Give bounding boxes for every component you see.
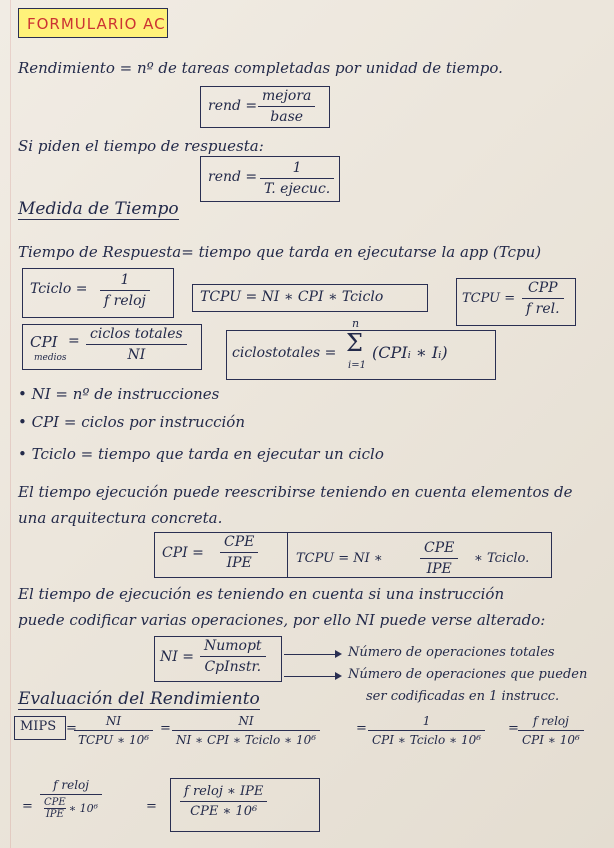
tcpu2-den: f rel. (526, 301, 560, 317)
fraction-bar (86, 344, 187, 345)
mips-fraction-2 (172, 714, 320, 747)
cpi-cpe-den: IPE (226, 555, 252, 571)
fraction-bar (368, 730, 485, 731)
fraction-bar (74, 730, 153, 731)
arrow-label-2b: ser codificadas en 1 instrucc. (366, 689, 560, 704)
rend2-den: T. ejecuc. (264, 181, 331, 197)
fraction-bar (200, 656, 266, 657)
mips-fraction-3 (368, 714, 485, 747)
tcpu2-lhs: TCPU = (462, 291, 516, 306)
mips-fraction-4 (518, 714, 584, 747)
mips-f6-num: f reloj ∗ IPE (184, 784, 264, 799)
mips-f1-den: TCPU ∗ 10⁶ (78, 733, 150, 747)
fraction-bar (518, 730, 584, 731)
fraction-bar (180, 801, 267, 802)
mips-f5-den (40, 797, 102, 820)
sum-body: (CPIᵢ ∗ Iᵢ) (372, 343, 448, 362)
arrow-to-cpinstr-label (284, 676, 340, 677)
mips-f3-den: CPI ∗ Tciclo ∗ 10⁶ (372, 733, 482, 747)
tcpu-formula: TCPU = NI ∗ CPI ∗ Tciclo (200, 289, 384, 305)
ni-den: CpInstr. (204, 659, 262, 675)
mips-label: MIPS (20, 719, 57, 734)
mips-f2-num: NI (238, 714, 254, 728)
mips-fraction-6 (180, 784, 267, 819)
cpi-cpe-lhs: CPI = (162, 545, 204, 561)
mips-f6-den: CPE ∗ 10⁶ (190, 804, 258, 819)
arrow-to-numopt-label (284, 654, 340, 655)
rend-lhs: rend = (208, 98, 258, 114)
rend2-fraction (260, 160, 334, 197)
rend-den: base (270, 109, 304, 125)
tcpu2-num: CPP (527, 280, 558, 296)
fraction-bar (40, 794, 102, 795)
tciclo-den: f reloj (104, 293, 146, 309)
rend-num: mejora (262, 88, 312, 104)
eq-5: = (22, 799, 33, 814)
eq-1: = (66, 721, 77, 736)
mips-f4-num: f reloj (532, 714, 569, 728)
eq-3: = (356, 721, 367, 736)
bullet-cpi: • CPI = ciclos por instrucción (18, 413, 245, 431)
tcpu3-den: IPE (426, 561, 452, 577)
mips-f2-den: NI ∗ CPI ∗ Tciclo ∗ 10⁶ (176, 733, 317, 747)
arrow-label-1: Número de operaciones totales (348, 645, 555, 660)
medida-tiempo-heading: Medida de Tiempo (18, 199, 179, 219)
eq-2: = (160, 721, 171, 736)
tiempo-ejec-line-2: una arquitectura concreta. (18, 509, 223, 527)
cpi-sub: medios (34, 353, 67, 363)
fraction-bar (522, 298, 564, 299)
sum-top: n (352, 317, 360, 330)
ni-lhs: NI = (160, 649, 194, 665)
cpi-cpe-num: CPE (224, 534, 255, 550)
fraction-bar (420, 558, 458, 559)
cpi-num: ciclos totales (90, 326, 183, 342)
mips-f5-den-num: CPE (44, 797, 66, 808)
ni-fraction (200, 638, 266, 675)
bullet-tciclo: • Tciclo = tiempo que tarda en ejecutar un ciclo (18, 445, 384, 463)
si-piden-text: Si piden el tiempo de respuesta: (18, 137, 264, 155)
sigma-symbol: Σ (346, 329, 363, 357)
fraction-bar (100, 290, 150, 291)
ciclos-lhs: ciclostotales = (232, 345, 337, 361)
mips-f5-den-den: IPE (45, 809, 64, 820)
eq-4: = (508, 721, 519, 736)
fraction-bar (260, 178, 334, 179)
fraction-bar (258, 106, 315, 107)
tciclo-lhs: Tciclo = (30, 281, 88, 297)
cpi-lhs: CPI (30, 333, 58, 351)
arrow-label-2a: Número de operaciones que pueden (348, 667, 588, 682)
mips-f5-den-tail: ∗ 10⁶ (68, 802, 99, 815)
tiempo-ejec-line-4: puede codificar varias operaciones, por ello NI puede verse alterado: (18, 611, 546, 629)
rend2-num: 1 (292, 160, 302, 176)
mips-f5-num: f reloj (53, 778, 89, 792)
tiempo-ejec-line-3: El tiempo de ejecución es teniendo en cuenta si una instrucción (18, 585, 505, 603)
mips-fraction-1 (74, 714, 153, 747)
tciclo-num: 1 (120, 272, 130, 288)
cpi-cpe-fraction (220, 534, 258, 571)
cpi-fraction (86, 326, 187, 363)
tcpu3-fraction (420, 540, 458, 577)
rendimiento-definition: Rendimiento = nº de tareas completadas por unidad de tiempo. (18, 59, 503, 77)
rend-fraction (258, 88, 315, 125)
eq-6: = (146, 799, 157, 814)
tiempo-respuesta-text: Tiempo de Respuesta= tiempo que tarda en ejecutarse la app (Tcpu) (18, 243, 542, 261)
bullet-ni: • NI = nº de instrucciones (18, 385, 220, 403)
ni-num: Numopt (204, 638, 262, 654)
evaluacion-heading: Evaluación del Rendimiento (18, 689, 260, 709)
tcpu3-num: CPE (424, 540, 455, 556)
cpi-den: NI (127, 347, 146, 363)
mips-f1-num: NI (105, 714, 122, 728)
tcpu3-lhs: TCPU = NI ∗ (296, 551, 383, 566)
fraction-bar (220, 552, 258, 553)
fraction-bar (172, 730, 320, 731)
tciclo-fraction (100, 272, 150, 309)
rend2-lhs: rend = (208, 169, 258, 185)
tiempo-ejec-line-1: El tiempo ejecución puede reescribirse teniendo en cuenta elementos de (18, 483, 573, 501)
mips-f4-den: CPI ∗ 10⁶ (522, 733, 580, 747)
mips-fraction-5 (40, 778, 102, 820)
cpi-eq: = (68, 333, 80, 349)
mips-f3-num: 1 (422, 714, 431, 728)
page-title: FORMULARIO AC (27, 15, 166, 33)
nested-fraction (44, 797, 66, 820)
margin-line (10, 0, 11, 848)
sum-bottom: i=1 (348, 360, 366, 371)
tcpu2-fraction (522, 280, 564, 317)
title-box (18, 8, 168, 38)
tcpu3-rhs: ∗ Tciclo. (474, 551, 530, 566)
